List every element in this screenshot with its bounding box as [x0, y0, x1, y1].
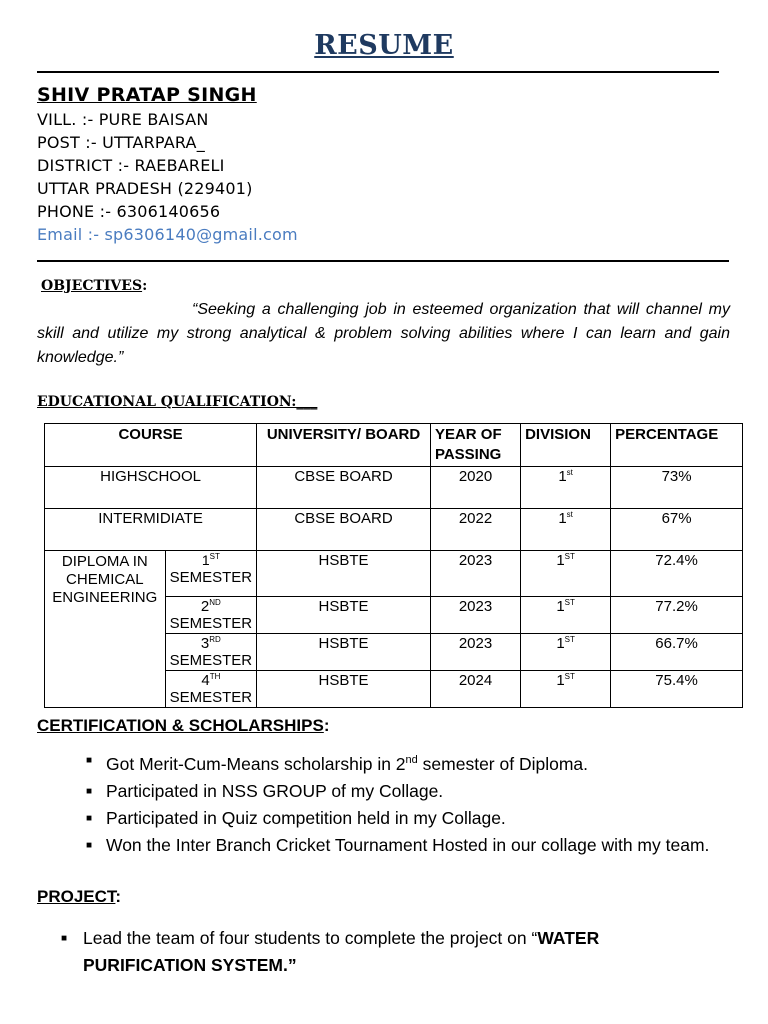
- board-cell: HSBTE: [257, 597, 431, 634]
- address-state: UTTAR PRADESH (229401): [37, 179, 253, 198]
- list-item: ■ Participated in NSS GROUP of my Collage.: [106, 778, 730, 805]
- header-course: COURSE: [45, 424, 257, 467]
- year-cell: 2022: [430, 509, 520, 551]
- list-item: ■ Participated in Quiz competition held in my Collage.: [106, 805, 730, 832]
- list-item: ■ Won the Inter Branch Cricket Tournament Hosted in our collage with my team.: [106, 832, 730, 859]
- resume-title: RESUME: [314, 30, 454, 61]
- table-header-row: [45, 424, 743, 467]
- year-cell: 2023: [430, 634, 520, 671]
- semester-cell: 3RD SEMESTER: [165, 634, 257, 671]
- objectives-text: “Seeking a challenging job in esteemed organization that will channel my skill and utilize my strong analytical & problem solving abilities where I can learn and gain knowledge.”: [37, 301, 730, 366]
- project-heading: PROJECT:: [37, 887, 122, 906]
- list-item: ■ Got Merit-Cum-Means scholarship in 2nd semester of Diploma.: [106, 747, 730, 778]
- division-cell: 1ST: [521, 671, 611, 708]
- bullet-icon: ■: [86, 785, 93, 797]
- division-cell: 1ST: [521, 551, 611, 597]
- division-cell: 1st: [521, 467, 611, 509]
- address-district: DISTRICT :- RAEBARELI: [37, 156, 225, 175]
- percentage-cell: 72.4%: [611, 551, 743, 597]
- percentage-cell: 66.7%: [611, 634, 743, 671]
- certification-heading: CERTIFICATION & SCHOLARSHIPS:: [37, 716, 330, 735]
- semester-cell: 2ND SEMESTER: [165, 597, 257, 634]
- division-cell: 1st: [521, 509, 611, 551]
- year-cell: 2023: [430, 551, 520, 597]
- percentage-cell: 77.2%: [611, 597, 743, 634]
- year-cell: 2024: [430, 671, 520, 708]
- board-cell: HSBTE: [257, 551, 431, 597]
- bullet-icon: ■: [86, 812, 93, 824]
- percentage-cell: 75.4%: [611, 671, 743, 708]
- semester-cell: 4TH SEMESTER: [165, 671, 257, 708]
- board-cell: CBSE BOARD: [257, 467, 431, 509]
- address-village: VILL. :- PURE BAISAN: [37, 110, 209, 129]
- certification-list: [86, 747, 730, 859]
- header-percentage: PERCENTAGE: [611, 424, 743, 467]
- percentage-cell: 67%: [611, 509, 743, 551]
- board-cell: HSBTE: [257, 671, 431, 708]
- percentage-cell: 73%: [611, 467, 743, 509]
- board-cell: HSBTE: [257, 634, 431, 671]
- course-cell: INTERMIDIATE: [45, 509, 257, 551]
- candidate-name: SHIV PRATAP SINGH: [37, 84, 257, 106]
- education-table: [44, 423, 743, 708]
- education-heading: EDUCATIONAL QUALIFICATION:___: [37, 394, 318, 410]
- address-post: POST :- UTTARPARA_: [37, 133, 205, 152]
- header-division: DIVISION: [521, 424, 611, 467]
- phone-number: PHONE :- 6306140656: [37, 202, 221, 221]
- board-cell: CBSE BOARD: [257, 509, 431, 551]
- division-cell: 1ST: [521, 634, 611, 671]
- header-university: UNIVERSITY/ BOARD: [257, 424, 431, 467]
- year-cell: 2023: [430, 597, 520, 634]
- bullet-icon: ■: [86, 839, 93, 851]
- contact-divider: [37, 260, 729, 262]
- table-row: [45, 509, 743, 551]
- bullet-icon: ■: [86, 755, 93, 766]
- objectives-heading: OBJECTIVES:: [41, 278, 148, 294]
- project-item: ■ Lead the team of four students to complete the project on “WATER PURIFICATION SYSTEM.”: [83, 925, 683, 979]
- table-row: [45, 551, 743, 597]
- email-address: Email :- sp6306140@gmail.com: [37, 225, 298, 244]
- bullet-icon: ■: [61, 933, 68, 944]
- table-row: [45, 467, 743, 509]
- diploma-course-cell: DIPLOMA IN CHEMICAL ENGINEERING: [45, 551, 166, 708]
- semester-cell: 1ST SEMESTER: [165, 551, 257, 597]
- header-year: YEAR OF PASSING: [430, 424, 520, 467]
- division-cell: 1ST: [521, 597, 611, 634]
- course-cell: HIGHSCHOOL: [45, 467, 257, 509]
- year-cell: 2020: [430, 467, 520, 509]
- top-divider: [37, 71, 719, 73]
